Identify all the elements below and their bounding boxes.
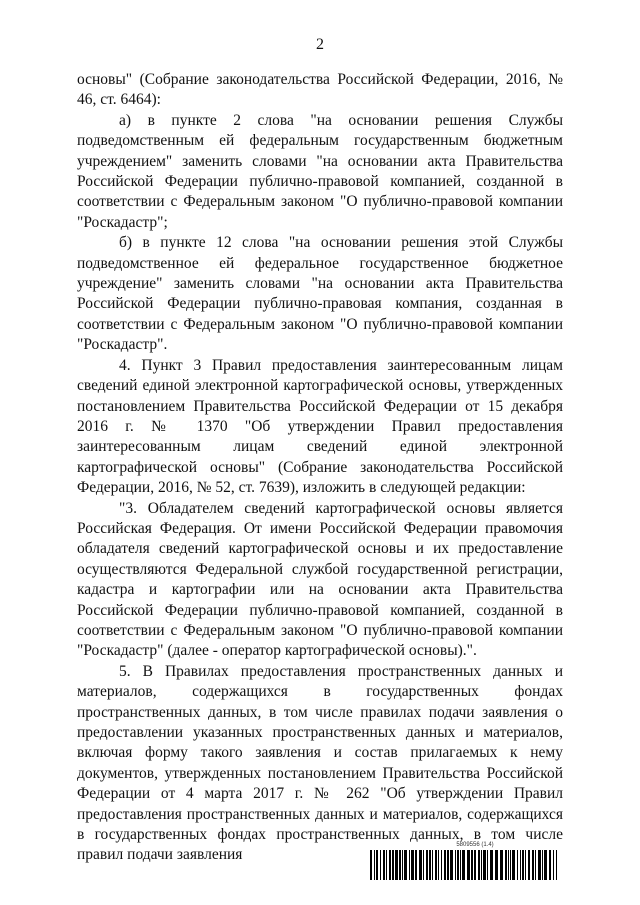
paragraph-item-b: б) в пункте 12 слова "на основании решения этой Службы подведомственное ей федеральное государственное бюджетное учреждение" заменить словами "на основании акта Правительства Российской Федерации публично-правовая компания, созданная в соответствии с Федеральным законом "О публично-правовой компании "Роскадастр".: [77, 234, 563, 354]
paragraph-item-a: а) в пункте 2 слова "на основании решения Службы подведомственным ей федеральным государственным бюджетным учреждением" заменить словами "на основании акта Правительства Российской Федерации публично-правовой компанией, созданной в соответствии с Федеральным законом "О публично-правовой компании "Роскадастр";: [77, 111, 563, 231]
barcode-image: [370, 850, 560, 880]
barcode-caption: 5809556 (1.4): [456, 842, 494, 848]
paragraph-point-5: 5. В Правилах предоставления пространственных данных и материалов, содержащихся в государственных фондах пространственных данных, в том числе правилах подачи заявления о предоставлении указанных пространственных данных и материалов, включая форму такого заявления и состав прилагаемых к нему документов, утвержденных постановлением Правительства Российской Федерации от 4 марта 2017 г. № 262 "Об утверждении Правил предоставления пространственных данных и материалов, содержащихся в государственных фондах пространственных данных, в том числе правил подачи заявления: [77, 662, 563, 864]
paragraph-point-4: 4. Пункт 3 Правил предоставления заинтересованным лицам сведений единой электронной картографической основы, утвержденных постановлением Правительства Российской Федерации от 15 декабря 2016 г. № 1370 "Об утверждении Правил предоставления заинтересованным лицам сведений единой электронной картографической основы" (Собрание законодательства Российской Федерации, 2016, № 52, ст. 7639), изложить в следующей редакции:: [77, 356, 563, 497]
paragraph-continuation: основы" (Собрание законодательства Российской Федерации, 2016, № 46, ст. 6464):: [77, 71, 563, 109]
page-number: 2: [316, 36, 324, 53]
document-body: [77, 70, 563, 866]
barcode-block: [370, 842, 560, 880]
paragraph-quoted-rule-3: "3. Обладателем сведений картографической основы является Российская Федерация. От имени Российской Федерации правомочия обладателя сведений картографической основы и их предоставление осуществляются Федеральной службой государственной регистрации, кадастра и картографии или на основании акта Правительства Российской Федерации публично-правовой компанией, созданной в соответствии с Федеральным законом "О публично-правовой компании "Роскадастр" (далее - оператор картографической основы).".: [77, 499, 563, 660]
